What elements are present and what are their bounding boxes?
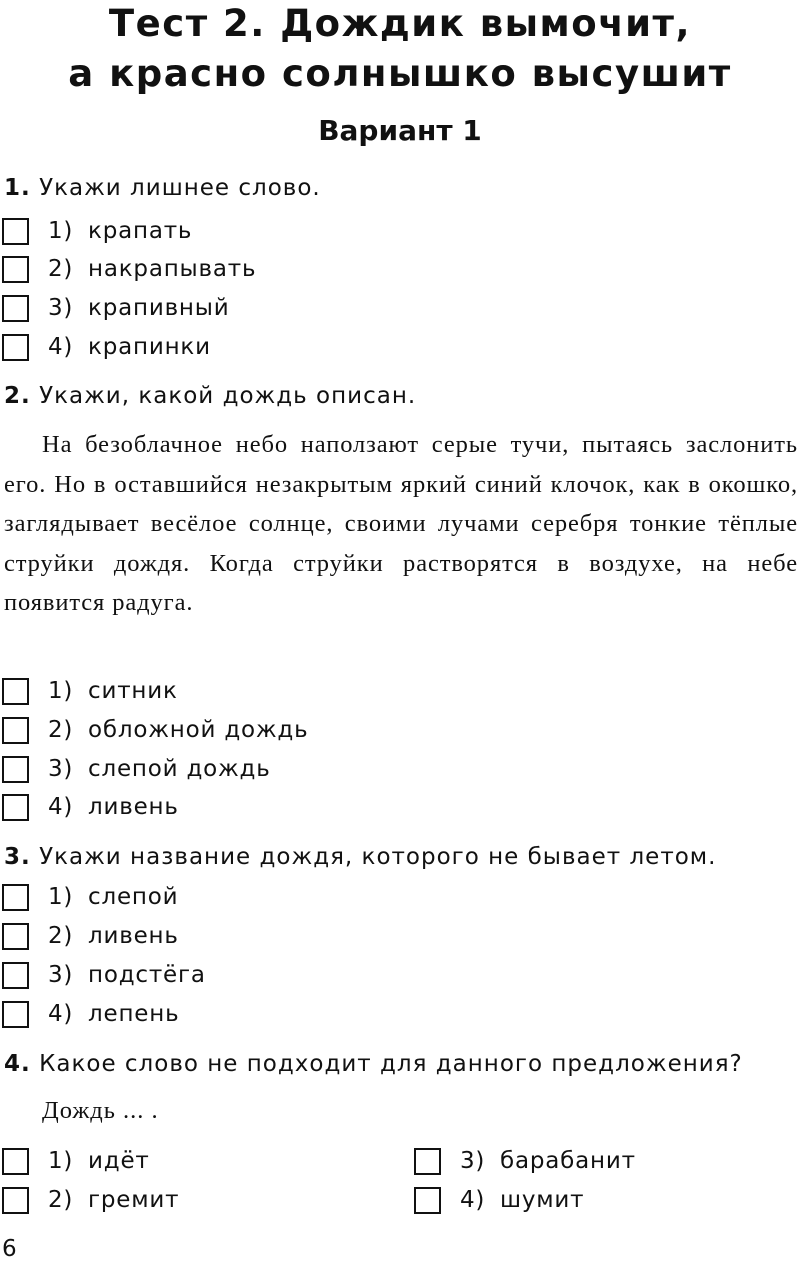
option-4-3[interactable]	[414, 1147, 636, 1175]
test-title-line-2: а красно солнышко высушит	[68, 52, 732, 95]
option-number: 4)	[460, 1187, 486, 1213]
option-number: 2)	[48, 256, 74, 282]
option-1-1[interactable]	[2, 217, 192, 245]
option-3-2[interactable]	[2, 922, 179, 950]
answer-checkbox[interactable]	[2, 1148, 29, 1175]
option-text: крапинки	[88, 334, 211, 360]
answer-checkbox[interactable]	[2, 923, 29, 950]
option-text: ливень	[88, 923, 179, 949]
question-text: Укажи, какой дождь описан.	[39, 383, 417, 409]
question-3	[4, 844, 716, 870]
answer-checkbox[interactable]	[2, 756, 29, 783]
option-text: слепой	[88, 884, 179, 910]
option-number: 4)	[48, 794, 74, 820]
option-2-2[interactable]	[2, 716, 308, 744]
answer-checkbox[interactable]	[414, 1148, 441, 1175]
variant-heading: Вариант 1	[318, 114, 482, 147]
option-text: обложной дождь	[88, 717, 309, 743]
answer-checkbox[interactable]	[2, 962, 29, 989]
answer-checkbox[interactable]	[2, 884, 29, 911]
answer-checkbox[interactable]	[2, 334, 29, 361]
option-text: накрапывать	[88, 256, 257, 282]
answer-checkbox[interactable]	[2, 256, 29, 283]
option-number: 1)	[48, 218, 74, 244]
answer-checkbox[interactable]	[2, 1187, 29, 1214]
answer-checkbox[interactable]	[2, 717, 29, 744]
option-text: ситник	[88, 678, 178, 704]
question-text: Какое слово не подходит для данного предложения?	[39, 1051, 743, 1077]
question-number: 1.	[4, 175, 31, 201]
answer-checkbox[interactable]	[2, 794, 29, 821]
page-number: 6	[2, 1236, 17, 1262]
option-1-2[interactable]	[2, 255, 256, 283]
option-3-3[interactable]	[2, 961, 206, 989]
option-2-4[interactable]	[2, 793, 179, 821]
option-1-3[interactable]	[2, 294, 229, 322]
option-text: крапать	[88, 218, 193, 244]
question-text: Укажи название дождя, которого не бывает летом.	[39, 844, 717, 870]
option-number: 4)	[48, 1001, 74, 1027]
option-2-3[interactable]	[2, 755, 271, 783]
option-text: слепой дождь	[88, 756, 271, 782]
option-number: 3)	[48, 962, 74, 988]
option-number: 3)	[48, 295, 74, 321]
question-number: 3.	[4, 844, 31, 870]
option-number: 4)	[48, 334, 74, 360]
option-text: крапивный	[88, 295, 230, 321]
option-text: идёт	[88, 1148, 150, 1174]
option-text: лепень	[88, 1001, 180, 1027]
question-number: 2.	[4, 383, 31, 409]
option-text: барабанит	[500, 1148, 636, 1174]
question-2	[4, 383, 416, 409]
answer-checkbox[interactable]	[2, 218, 29, 245]
option-number: 1)	[48, 884, 74, 910]
question-1	[4, 175, 321, 201]
option-number: 3)	[48, 756, 74, 782]
option-text: ливень	[88, 794, 179, 820]
sentence-to-complete: Дождь ... .	[42, 1097, 159, 1124]
option-3-4[interactable]	[2, 1000, 179, 1028]
question-4	[4, 1051, 743, 1077]
option-3-1[interactable]	[2, 883, 178, 911]
answer-checkbox[interactable]	[2, 295, 29, 322]
option-4-4[interactable]	[414, 1186, 584, 1214]
option-number: 2)	[48, 717, 74, 743]
answer-checkbox[interactable]	[2, 1001, 29, 1028]
question-number: 4.	[4, 1051, 31, 1077]
option-text: подстёга	[88, 962, 206, 988]
option-number: 1)	[48, 1148, 74, 1174]
option-number: 2)	[48, 1187, 74, 1213]
option-4-2[interactable]	[2, 1186, 179, 1214]
option-text: гремит	[88, 1187, 180, 1213]
option-number: 2)	[48, 923, 74, 949]
answer-checkbox[interactable]	[414, 1187, 441, 1214]
option-number: 1)	[48, 678, 74, 704]
option-text: шумит	[500, 1187, 585, 1213]
test-title-line-1: Тест 2. Дождик вымочит,	[108, 2, 692, 45]
option-number: 3)	[460, 1148, 486, 1174]
option-2-1[interactable]	[2, 677, 178, 705]
answer-checkbox[interactable]	[2, 678, 29, 705]
rain-description-passage: На безоблачное небо наползают серые тучи, пытаясь заслонить его. Но в оставшийся незакрытым яркий синий клочок, как в окошко, заглядывает весёлое солнце, своими лучами серебря тонкие тёплые струйки дождя. Когда струйки растворятся в воздухе, на небе появится радуга.	[4, 431, 798, 616]
question-text: Укажи лишнее слово.	[39, 175, 321, 201]
option-1-4[interactable]	[2, 333, 211, 361]
option-4-1[interactable]	[2, 1147, 150, 1175]
